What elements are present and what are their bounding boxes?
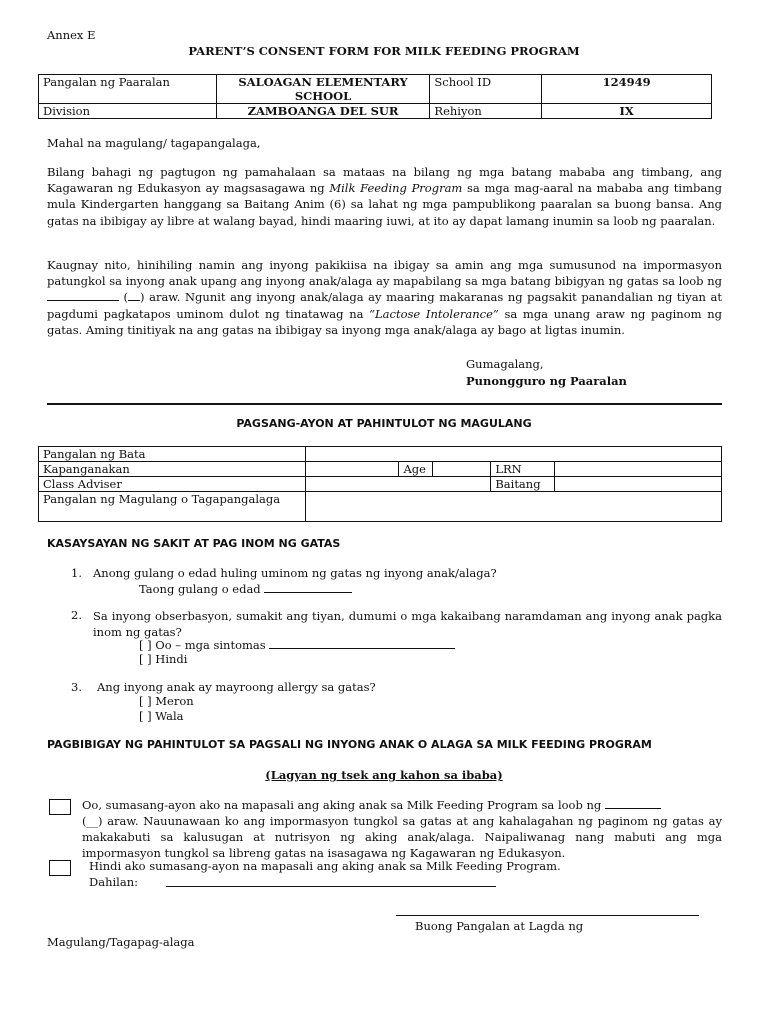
parent-name-field[interactable]	[305, 492, 721, 522]
form-title: PARENT’S CONSENT FORM FOR MILK FEEDING PROGRAM	[188, 44, 580, 58]
q3-option-yes[interactable]: [ ] Meron	[139, 694, 194, 708]
q1-answer-blank[interactable]	[264, 581, 352, 593]
section-divider	[47, 403, 722, 405]
region-value: IX	[542, 104, 712, 119]
q2-option-no[interactable]: [ ] Hindi	[139, 652, 188, 666]
age-label: Age	[399, 462, 433, 477]
paren-left: (	[119, 290, 129, 305]
q3-option-no[interactable]: [ ] Wala	[139, 709, 184, 723]
agree-text-a: Oo, sumasang-ayon ako na mapasali ang aking anak sa Milk Feeding Program sa loob ng	[82, 798, 602, 812]
signature-label-2: Magulang/Tagapag-alaga	[47, 935, 195, 949]
lrn-label: LRN	[491, 462, 555, 477]
school-id-value: 124949	[542, 75, 712, 104]
annex-label: Annex E	[47, 28, 96, 42]
division-label: Division	[39, 104, 217, 119]
age-field[interactable]	[433, 462, 491, 477]
program-name: Milk Feeding Program	[329, 181, 463, 196]
reason-line[interactable]	[166, 886, 496, 887]
p2-text-c: sa mga unang araw ng paginom ng gatas. Aming tinitiyak na ang gatas na ibibigay sa inyong mga anak/alaga ay bago at ligtas inumin.	[47, 306, 722, 337]
child-name-label: Pangalan ng Bata	[39, 447, 306, 462]
disagree-text: Hindi ako sumasang-ayon na mapasali ang aking anak sa Milk Feeding Program.	[89, 859, 561, 873]
parent-name-label: Pangalan ng Magulang o Tagapangalaga	[39, 492, 306, 522]
birthdate-label: Kapanganakan	[39, 462, 306, 477]
q1-answer-label: Taong gulang o edad	[139, 582, 261, 596]
permission-heading: PAGBIBIGAY NG PAHINTULOT SA PAGSALI NG INYONG ANAK O ALAGA SA MILK FEEDING PROGRAM	[47, 738, 652, 751]
child-info-table	[38, 446, 722, 522]
lactose-term: “Lactose Intolerance”	[369, 306, 499, 321]
paren-right: )	[140, 290, 145, 305]
consent-title: PAGSANG-AYON AT PAHINTULOT NG MAGULANG	[236, 417, 532, 430]
school-name-label: Pangalan ng Paaralan	[39, 75, 217, 104]
disagree-checkbox[interactable]	[49, 860, 71, 876]
agree-text-b: (__) araw. Nauunawaan ko ang impormasyon tungkol sa gatas at ang kahalagahan ng paginom ng gatas ay makakabuti sa kalusugan at nutrisyon ng aking anak/alaga. Naipaliwanag nang mabuti ang mga impormasyon tungkol sa libreng gatas na isasagawa ng Kagawaran ng Edukasyon.	[82, 814, 722, 861]
days-blank	[47, 289, 119, 301]
signatory-title: Punongguro ng Paaralan	[466, 374, 627, 388]
child-name-field[interactable]	[305, 447, 721, 462]
signature-label: Buong Pangalan at Lagda ng	[415, 919, 584, 933]
q2-option-yes[interactable]	[139, 637, 455, 652]
q1-answer	[139, 581, 352, 596]
agree-days-blank[interactable]	[605, 797, 661, 809]
p1-text-b: sa mga mag-aaral na mababa ang timbang mula Kindergarten hanggang sa Baitang Anim (6) sa lahat ng mga pampublikong paaralan sa buong bansa. Ang gatas na ibibigay ay libre at walang bayad, hindi maaring iuwi, at ito ay dapat lamang inumin sa loob ng paaralan.	[47, 181, 722, 228]
letter-paragraph-1	[47, 164, 722, 229]
grade-label: Baitang	[491, 477, 555, 492]
division-value: ZAMBOANGA DEL SUR	[216, 104, 430, 119]
school-info-table	[38, 74, 712, 119]
p2-text-a: Kaugnay nito, hinihiling namin ang inyong pakikiisa na ibigay sa amin ang mga sumusunod na impormasyon patungkol sa inyong anak upang ang inyong anak/alaga ay mapabilang sa mga batang bibigyan ng gatas sa loob ng	[47, 258, 722, 289]
p1-text-a: Bilang bahagi ng pagtugon ng pamahalaan sa mataas na bilang ng mga batang mababa ang timbang, ang Kagawaran ng Edukasyon ay magsasagawa ng	[47, 165, 722, 196]
grade-field[interactable]	[555, 477, 722, 492]
q1-text: Anong gulang o edad huling uminom ng gatas ng inyong anak/alaga?	[93, 566, 497, 580]
birthdate-field[interactable]	[305, 462, 399, 477]
q2-number: 2.	[71, 608, 82, 622]
q2-option-yes-label: [ ] Oo – mga sintomas	[139, 638, 266, 652]
lrn-field[interactable]	[555, 462, 722, 477]
closing: Gumagalang,	[466, 357, 544, 371]
school-id-label: School ID	[430, 75, 542, 104]
p2-text-b: araw. Ngunit ang inyong anak/alaga ay maaring makaranas ng pagsakit panandalian ng tiyan at pagdumi pagkatapos uminom dulot ng tinatawag na	[47, 290, 722, 321]
history-heading: KASAYSAYAN NG SAKIT AT PAG INOM NG GATAS	[47, 537, 341, 550]
adviser-label: Class Adviser	[39, 477, 306, 492]
school-name-value: SALOAGAN ELEMENTARY SCHOOL	[216, 75, 430, 104]
reason-label: Dahilan:	[89, 875, 138, 889]
symptoms-blank[interactable]	[269, 637, 455, 649]
letter-paragraph-2	[47, 257, 722, 338]
q3-number: 3.	[71, 680, 82, 694]
adviser-field[interactable]	[305, 477, 491, 492]
region-label: Rehiyon	[430, 104, 542, 119]
agree-checkbox[interactable]	[49, 799, 71, 815]
permission-instruction: (Lagyan ng tsek ang kahon sa ibaba)	[265, 768, 503, 782]
days-number-blank	[128, 289, 140, 301]
agree-text-line1	[82, 797, 722, 813]
q3-text: Ang inyong anak ay mayroong allergy sa gatas?	[97, 680, 376, 694]
q1-number: 1.	[71, 566, 82, 580]
salutation: Mahal na magulang/ tagapangalaga,	[47, 136, 261, 150]
q2-text: Sa inyong obserbasyon, sumakit ang tiyan, dumumi o mga kakaibang naramdaman ang inyong anak pagka inom ng gatas?	[93, 609, 722, 640]
signature-line[interactable]	[396, 915, 699, 916]
